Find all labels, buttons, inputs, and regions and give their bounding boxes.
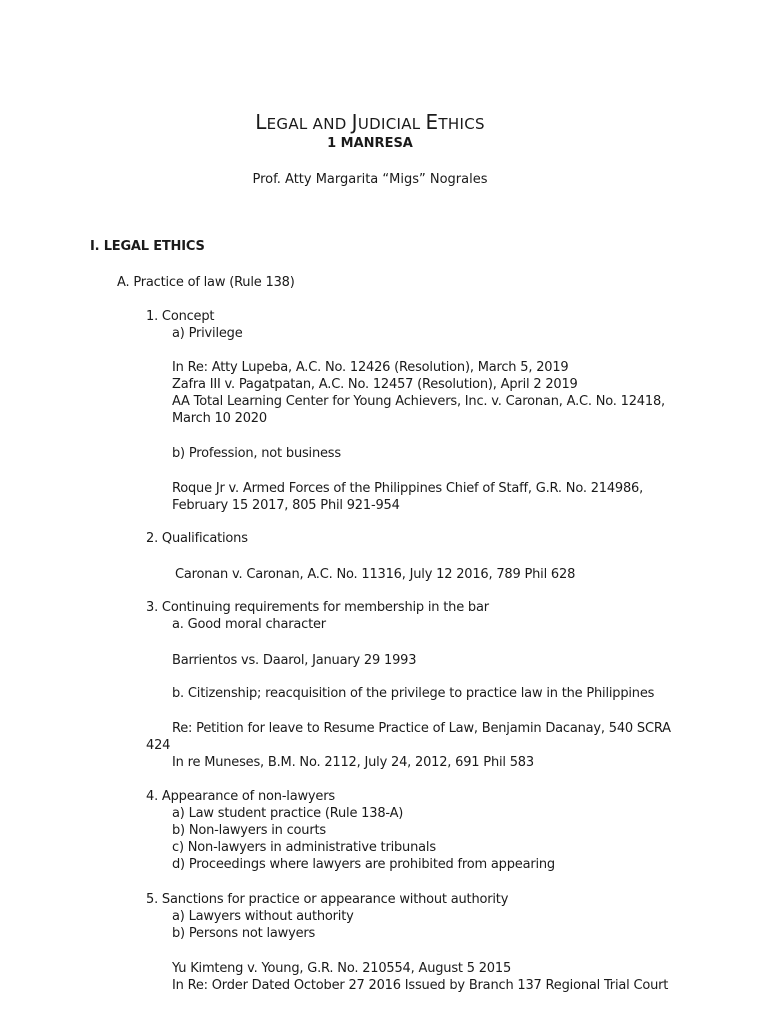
case-citation: Yu Kimteng v. Young, G.R. No. 210554, August 5 2015 bbox=[172, 961, 512, 976]
outline-item: c) Non-lawyers in administrative tribunals bbox=[172, 840, 436, 855]
outline-item: 1. Concept bbox=[146, 309, 215, 324]
case-citation: Caronan v. Caronan, A.C. No. 11316, July 12 2016, 789 Phil 628 bbox=[175, 567, 576, 582]
title-rest-thics: THICS bbox=[438, 115, 485, 133]
outline-item: 3. Continuing requirements for membership in the bar bbox=[146, 600, 489, 615]
outline-item: a) Law student practice (Rule 138-A) bbox=[172, 806, 404, 821]
title-cap-e: E bbox=[425, 110, 439, 134]
outline-item: d) Proceedings where lawyers are prohibited from appearing bbox=[172, 857, 555, 872]
professor-name: Prof. Atty Margarita “Migs” Nograles bbox=[252, 172, 488, 187]
outline-item: b. Citizenship; reacquisition of the privilege to practice law in the Philippines bbox=[172, 686, 655, 701]
case-citation: March 10 2020 bbox=[172, 411, 267, 426]
title-rest-egal: EGAL AND bbox=[266, 115, 352, 133]
outline-item: 2. Qualifications bbox=[146, 531, 248, 546]
outline-item: A. Practice of law (Rule 138) bbox=[117, 275, 295, 290]
section-heading: I. LEGAL ETHICS bbox=[90, 239, 205, 254]
title-rest-udicial: UDICIAL bbox=[357, 115, 426, 133]
outline-item: a) Privilege bbox=[172, 326, 243, 341]
case-citation: Roque Jr v. Armed Forces of the Philippines Chief of Staff, G.R. No. 214986, bbox=[172, 481, 644, 496]
outline-item: b) Non-lawyers in courts bbox=[172, 823, 326, 838]
case-citation: February 15 2017, 805 Phil 921-954 bbox=[172, 498, 400, 513]
case-citation: AA Total Learning Center for Young Achievers, Inc. v. Caronan, A.C. No. 12418, bbox=[172, 394, 665, 409]
title-cap-j: J bbox=[351, 110, 358, 134]
document-subtitle: 1 MANRESA bbox=[327, 136, 413, 151]
outline-item: b) Profession, not business bbox=[172, 446, 341, 461]
case-citation: In re Muneses, B.M. No. 2112, July 24, 2012, 691 Phil 583 bbox=[172, 755, 534, 770]
outline-item: a) Lawyers without authority bbox=[172, 909, 354, 924]
outline-item: 4. Appearance of non-lawyers bbox=[146, 789, 335, 804]
case-citation: 424 bbox=[146, 738, 171, 753]
case-citation: Re: Petition for leave to Resume Practice of Law, Benjamin Dacanay, 540 SCRA bbox=[172, 721, 671, 736]
outline-item: b) Persons not lawyers bbox=[172, 926, 316, 941]
title-cap-l: L bbox=[255, 110, 267, 134]
case-citation: Zafra III v. Pagatpatan, A.C. No. 12457 (Resolution), April 2 2019 bbox=[172, 377, 578, 392]
outline-item: a. Good moral character bbox=[172, 617, 326, 632]
case-citation: In Re: Atty Lupeba, A.C. No. 12426 (Resolution), March 5, 2019 bbox=[172, 360, 569, 375]
case-citation: Barrientos vs. Daarol, January 29 1993 bbox=[172, 653, 417, 668]
case-citation: In Re: Order Dated October 27 2016 Issued by Branch 137 Regional Trial Court bbox=[172, 978, 669, 993]
outline-item: 5. Sanctions for practice or appearance without authority bbox=[146, 892, 509, 907]
document-title bbox=[0, 112, 740, 134]
